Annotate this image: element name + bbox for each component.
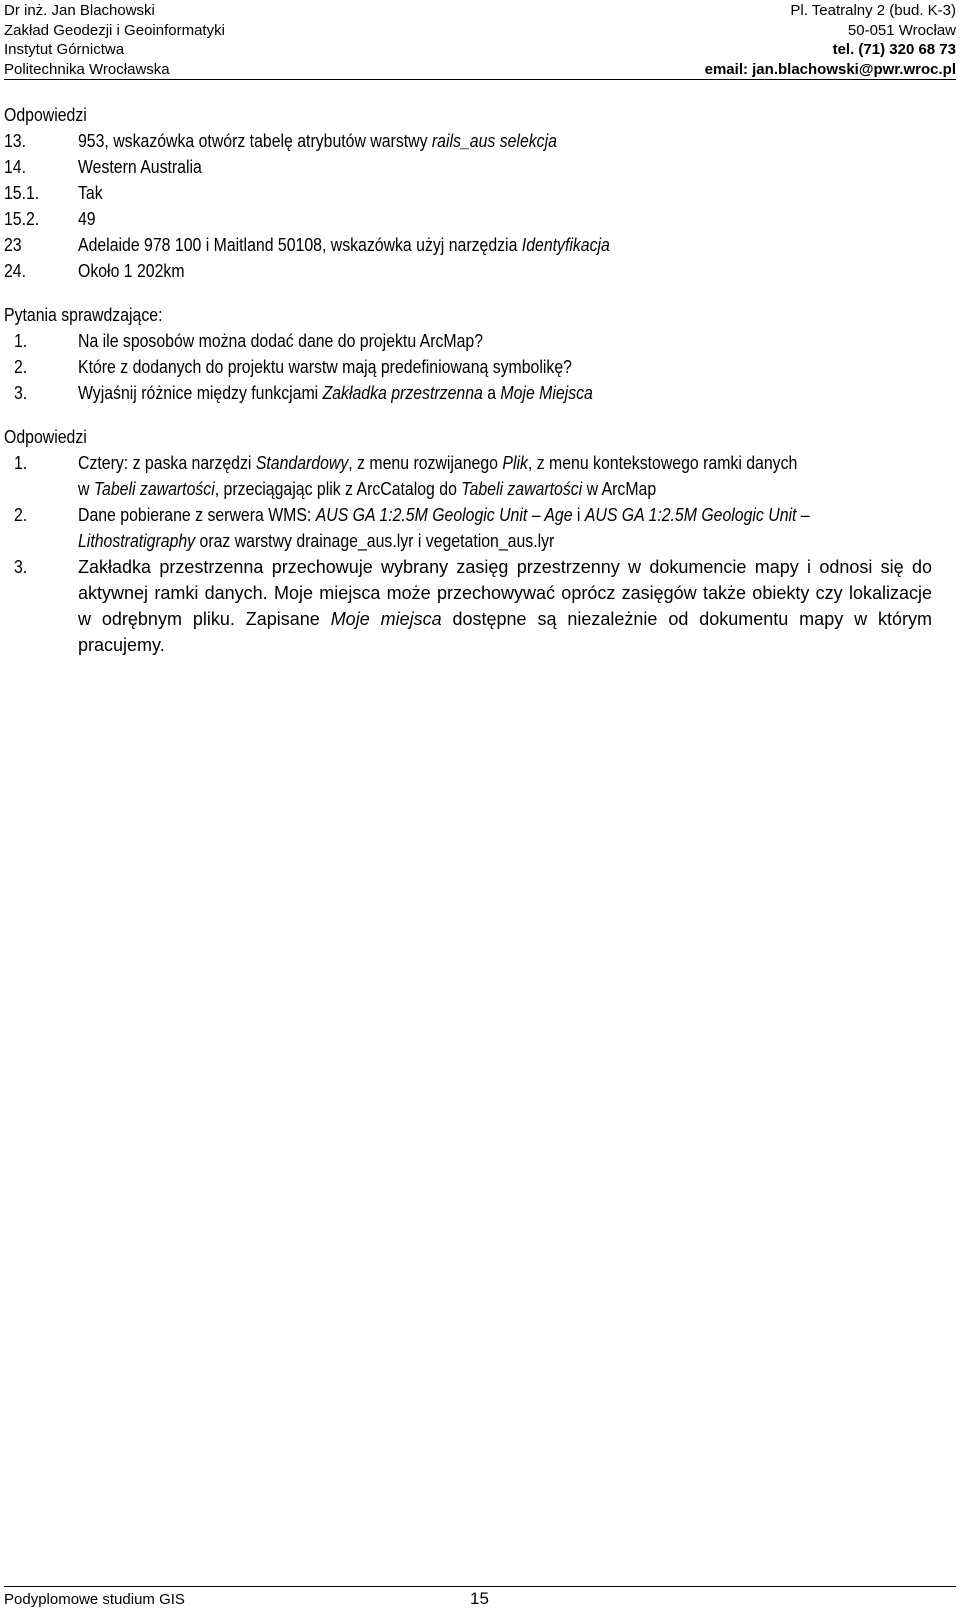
answer-number: 23 bbox=[4, 235, 22, 255]
page-number: 15 bbox=[470, 1589, 489, 1608]
answer-number: 15.2. bbox=[4, 209, 40, 229]
answer-number: 24. bbox=[4, 261, 27, 281]
answer-row bbox=[4, 258, 956, 284]
answer-row bbox=[4, 128, 956, 154]
question-row bbox=[4, 380, 956, 406]
answer-row bbox=[4, 154, 956, 180]
answer-text: Około 1 202km bbox=[78, 261, 185, 281]
header-divider bbox=[4, 79, 956, 80]
page-header bbox=[4, 0, 956, 80]
answer-row bbox=[4, 206, 956, 232]
answer-item bbox=[4, 554, 956, 658]
question-text: Które z dodanych do projektu warstw mają predefiniowaną symbolikę? bbox=[78, 357, 572, 377]
header-university: Politechnika Wrocławska bbox=[4, 60, 170, 78]
answer-item bbox=[4, 502, 956, 554]
header-address: Pl. Teatralny 2 (bud. K-3) bbox=[790, 2, 956, 19]
question-text: Wyjaśnij różnice między funkcjami Zakładka przestrzenna a Moje Miejsca bbox=[78, 383, 593, 403]
question-number: 1. bbox=[14, 331, 28, 351]
answers-heading: Odpowiedzi bbox=[4, 427, 87, 447]
question-number: 3. bbox=[14, 383, 28, 403]
answer-number: 3. bbox=[14, 557, 28, 577]
answer-text: Tak bbox=[78, 183, 103, 203]
answer-line: Dane pobierane z serwera WMS: AUS GA 1:2.5M Geologic Unit – Age i AUS GA 1:2.5M Geologic Unit – bbox=[78, 505, 810, 525]
answer-paragraph: Zakładka przestrzenna przechowuje wybrany zasięg przestrzenny w dokumencie mapy i odnosi się do aktywnej ramki danych. Moje miejsca może przechowywać oprócz zasięgów także obiekty czy lokalizacje w odrębnym pliku. Zapisane Moje miejsca dostępne są niezależnie od dokumentu mapy w którym pracujemy. bbox=[78, 557, 932, 655]
header-department: Zakład Geodezji i Geoinformatyki bbox=[4, 21, 225, 39]
answer-line: Cztery: z paska narzędzi Standardowy, z menu rozwijanego Plik, z menu kontekstowego ramki danych bbox=[78, 453, 798, 473]
answer-item bbox=[4, 450, 956, 502]
answer-text: Adelaide 978 100 i Maitland 50108, wskazówka użyj narzędzia Identyfikacja bbox=[78, 235, 610, 255]
header-email: email: jan.blachowski@pwr.wroc.pl bbox=[704, 60, 956, 78]
question-row bbox=[4, 354, 956, 380]
review-questions-heading: Pytania sprawdzające: bbox=[4, 305, 163, 325]
answer-number: 1. bbox=[14, 453, 28, 473]
answer-number: 13. bbox=[4, 131, 27, 151]
header-institute: Instytut Górnictwa bbox=[4, 41, 125, 58]
page-content bbox=[4, 102, 956, 658]
header-city: 50-051 Wrocław bbox=[847, 21, 956, 39]
answer-line: Lithostratigraphy oraz warstwy drainage_aus.lyr i vegetation_aus.lyr bbox=[78, 531, 555, 551]
answer-text: 49 bbox=[78, 209, 96, 229]
question-row bbox=[4, 328, 956, 354]
answer-row bbox=[4, 232, 956, 258]
footer-course-title: Podyplomowe studium GIS bbox=[4, 1591, 185, 1608]
question-number: 2. bbox=[14, 357, 28, 377]
answer-number: 2. bbox=[14, 505, 28, 525]
answers-heading: Odpowiedzi bbox=[4, 105, 87, 125]
answer-number: 14. bbox=[4, 157, 27, 177]
footer-divider bbox=[4, 1586, 956, 1587]
answer-text: 953, wskazówka otwórz tabelę atrybutów warstwy rails_aus selekcja bbox=[78, 131, 557, 151]
header-author-block bbox=[4, 1, 225, 79]
question-text: Na ile sposobów można dodać dane do projektu ArcMap? bbox=[78, 331, 484, 351]
answer-number: 15.1. bbox=[4, 183, 40, 203]
answer-row bbox=[4, 180, 956, 206]
header-phone: tel. (71) 320 68 73 bbox=[832, 41, 956, 58]
answer-text: Western Australia bbox=[78, 157, 202, 177]
header-contact-block bbox=[705, 1, 956, 79]
header-author-name: Dr inż. Jan Blachowski bbox=[4, 2, 155, 19]
answer-line: w Tabeli zawartości, przeciągając plik z ArcCatalog do Tabeli zawartości w ArcMap bbox=[78, 479, 657, 499]
